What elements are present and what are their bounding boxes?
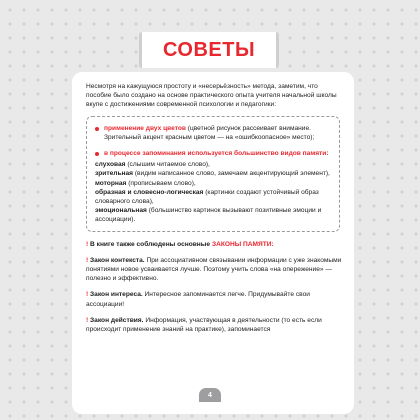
page-number: 4 <box>199 388 221 402</box>
memory-type-item <box>95 160 331 169</box>
memory-type-desc: (слышим читаемое слово), <box>125 161 210 169</box>
memory-type-item <box>95 206 331 224</box>
law-name: Закон действия. <box>90 316 144 324</box>
law-text: Информация, участвующая в деятельности (то есть если происходит применение знаний на практике), запоминается <box>86 316 322 334</box>
laws-intro-text: В книге также соблюдены основные <box>90 240 211 248</box>
rules-box <box>86 116 340 232</box>
exclamation-icon: ! <box>86 316 89 324</box>
laws-intro <box>86 240 342 249</box>
exclamation-icon: ! <box>86 256 89 264</box>
two-colors-highlight: применение двух цветов <box>104 124 186 132</box>
intro-paragraph: Несмотря на кажущуюся простоту и «несерьёзность» метода, заметим, что пособие было создано на основе практического опыта учителя начальной школы вкупе с достижениями современной психологии и педагогики: <box>86 83 337 109</box>
memory-type-desc: (картинки создают устойчивый образ словарного слова), <box>95 188 319 206</box>
memory-type-item <box>95 169 331 178</box>
memory-type-item <box>95 179 331 188</box>
bullet-two-colors <box>95 124 331 142</box>
memory-type-desc: (видим написанное слово, замечаем акцентирующий элемент), <box>133 170 330 178</box>
law-interest <box>86 290 342 308</box>
law-name: Закон контекста. <box>90 256 145 264</box>
bullet-two-colors-text <box>104 124 331 142</box>
exclamation-icon: ! <box>86 240 89 248</box>
memory-type-name: образная и словесно-логическая <box>95 188 204 196</box>
exclamation-icon: ! <box>86 291 89 299</box>
content-card <box>72 72 354 414</box>
memory-type-desc: (большинство картинок вызывают позитивные эмоции и ассоциации). <box>95 207 322 224</box>
memory-type-name: слуховая <box>95 161 126 169</box>
law-text: При ассоциативном связывании информации с уже знакомыми понятиями новое усваивается лучше. Поэтому учить слова «на опережение» — полезно и эффективно. <box>86 256 342 283</box>
memory-highlight: в процессе запоминания используется большинство видов памяти: <box>104 150 329 158</box>
law-context <box>86 256 342 284</box>
memory-type-desc: (прописываем слово), <box>126 179 196 187</box>
bullet-dot-icon <box>95 127 99 131</box>
two-colors-desc: (цветной рисунок рассеивает внимание. Зрительный акцент красным цветом — на «ошибкоопасное» место); <box>104 124 315 141</box>
memory-types-list <box>95 160 331 224</box>
law-text: Интересное запоминается легче. Придумывайте свои ассоциации! <box>86 291 310 308</box>
laws-intro-highlight: ЗАКОНЫ ПАМЯТИ: <box>211 240 274 248</box>
bullet-dot-icon <box>95 152 99 156</box>
memory-type-name: эмоциональная <box>95 207 147 215</box>
bullet-memory <box>95 149 331 158</box>
title-banner <box>139 32 279 68</box>
page-title: СОВЕТЫ <box>162 38 256 61</box>
memory-type-name: моторная <box>95 179 127 187</box>
memory-type-name: зрительная <box>95 170 133 178</box>
law-action <box>86 316 342 334</box>
law-name: Закон интереса. <box>90 291 143 299</box>
memory-type-item <box>95 188 331 206</box>
